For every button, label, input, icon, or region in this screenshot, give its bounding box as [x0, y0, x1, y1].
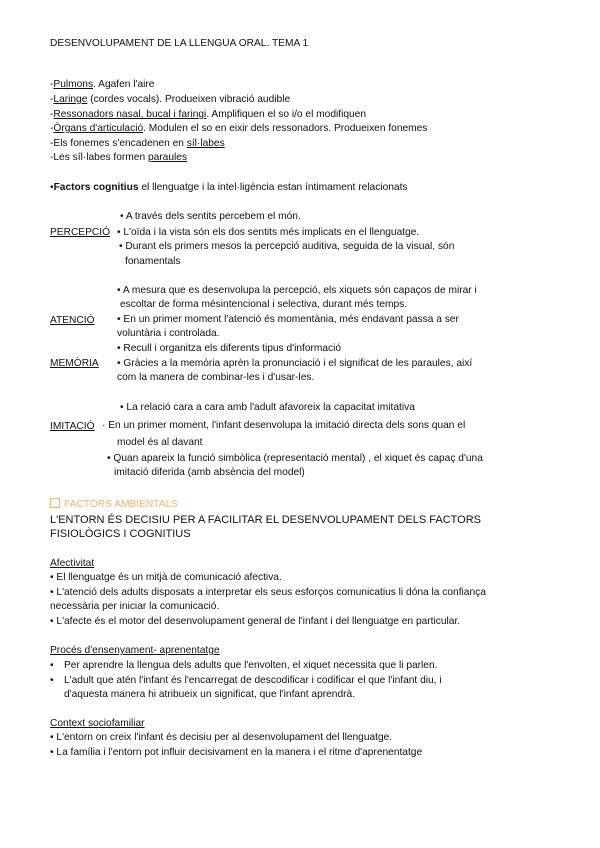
- atencio-line: voluntària i controlada.: [117, 328, 220, 339]
- memoria-line: • Recull i organitza els diferents tipus d'informació: [117, 343, 342, 354]
- context-title: Context sociofamiliar: [50, 718, 145, 729]
- memoria-label: MEMÒRIA: [50, 358, 99, 369]
- afectivitat-line: • L'afecte és el motor del desenvolupament general de l'infant i del llenguatge en particular.: [50, 616, 461, 627]
- organ-item: -Òrgans d'articulació. Modulen el so en eixir dels ressonadors. Produeixen fonemes: [50, 123, 428, 134]
- ambientals-subheading: FISIOLÒGICS I COGNITIUS: [50, 528, 191, 540]
- checkbox-icon: [50, 498, 60, 508]
- atencio-label: ATENCIÓ: [50, 315, 95, 326]
- context-line: • L'entorn on creix l'infant és decisiu per al desenvolupament del llenguatge.: [50, 732, 393, 743]
- imitacio-line: imitació diferida (amb absència del model): [114, 467, 305, 478]
- imitacio-line: • La relació cara a cara amb l'adult afavoreix la capacitat imitativa: [120, 402, 415, 413]
- imitacio-line: • Quan apareix la funció simbòlica (representació mental) , el xiquet és capaç d'una: [107, 453, 483, 464]
- percepcio-line: fonamentals: [125, 256, 181, 267]
- imitacio-label: IMITACIÓ: [50, 421, 95, 432]
- context-line: • La família i l'entorn pot influir decisivament en la manera i el ritme d'aprenentatge: [50, 747, 423, 758]
- afectivitat-line: • L'atenció dels adults disposats a interpretar els seus esforços comunicatius li dóna la confiança: [50, 587, 486, 598]
- percepcio-line: • L'oïda i la vista són els dos sentits més implicats en el llenguatge.: [117, 227, 420, 238]
- percepcio-line: • A través dels sentits percebem el món.: [120, 211, 301, 222]
- proces-line: • L'adult que atén l'infant és l'encarregat de descodificar i codificar el que l'infant diu, i: [50, 675, 442, 686]
- proces-line: • Per aprendre la llengua dels adults que l'envolten, el xiquet necessita que li parlen.: [50, 660, 438, 671]
- percepcio-line: • Durant els primers mesos la percepció auditiva, seguida de la visual, són: [119, 241, 455, 252]
- afectivitat-title: Afectivitat: [50, 558, 95, 569]
- page-title: DESENVOLUPAMENT DE LA LLENGUA ORAL. TEMA 1: [50, 38, 309, 49]
- organ-item: -Pulmons. Agafen l'aire: [50, 79, 155, 90]
- cognitius-line: •Factors cognitius el llenguatge i la intel·ligència estan íntimament relacionats: [50, 182, 408, 193]
- proces-title: Procés d'ensenyament- aprenentatge: [50, 645, 220, 656]
- memoria-line: • Gràcies a la memòria aprèn la pronunciació i el significat de les paraules, així: [117, 358, 473, 369]
- organ-item: -Laringe (cordes vocals). Produeixen vibració audible: [50, 94, 291, 105]
- organ-item: -Les síl·labes formen paraules: [50, 152, 188, 163]
- memoria-line: com la manera de combinar-les i d'usar-les.: [117, 372, 315, 383]
- imitacio-line: model és al davant: [117, 437, 203, 448]
- atencio-line: • A mesura que es desenvolupa la percepció, els xiquets són capaços de mirar i: [117, 285, 477, 296]
- proces-line: d'aquesta manera hi atribueix un significat, que l'infant aprendrà.: [64, 689, 356, 700]
- ambientals-heading: FACTORS AMBIENTALS: [50, 498, 178, 513]
- percepcio-label: PERCEPCIÓ: [50, 227, 111, 238]
- afectivitat-line: necessària per iniciar la comunicació.: [50, 601, 220, 612]
- organ-item: -Ressonadors nasal, bucal i faringi. Amplifiquen el so i/o el modifiquen: [50, 109, 367, 120]
- afectivitat-line: • El llenguatge és un mitjà de comunicació afectiva.: [50, 572, 282, 583]
- imitacio-line: · En un primer moment, l'infant desenvolupa la imitació directa dels sons quan el: [102, 420, 466, 431]
- ambientals-subheading: L'ENTORN ÉS DECISIU PER A FACILITAR EL DESENVOLUPAMENT DELS FACTORS: [50, 514, 482, 526]
- atencio-line: • En un primer moment l'atenció és momentània, més endavant passa a ser: [117, 314, 459, 325]
- atencio-line: escoltar de forma mésintencional i selectiva, durant més temps.: [120, 299, 408, 310]
- organ-item: -Els fonemes s'encadenen en síl·labes: [50, 138, 225, 149]
